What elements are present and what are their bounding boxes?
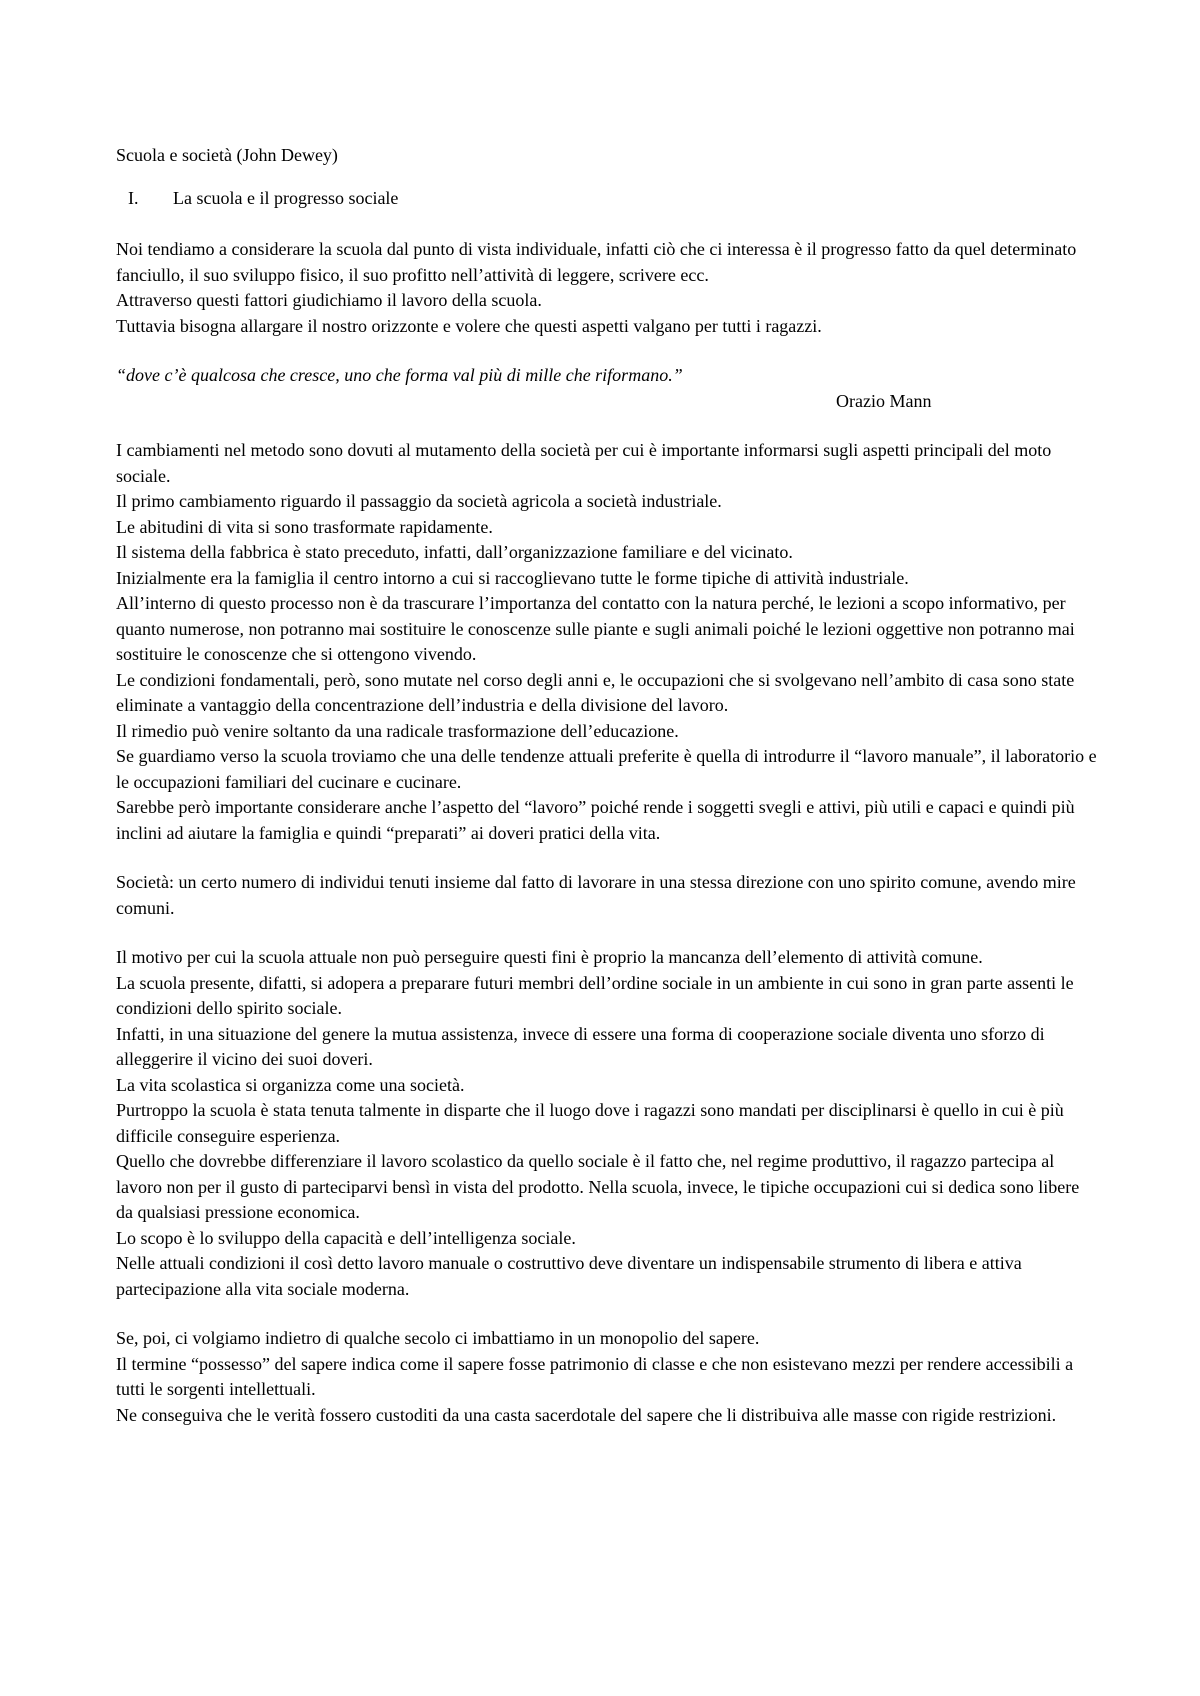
paragraph: Se, poi, ci volgiamo indietro di qualche secolo ci imbattiamo in un monopolio del sapere. [116,1328,760,1348]
section-heading [116,186,1100,212]
definition-paragraph: Società: un certo numero di individui tenuti insieme dal fatto di lavorare in una stessa direzione con uno spirito comune, avendo mire comuni. [116,872,1076,918]
paragraph: Inizialmente era la famiglia il centro intorno a cui si raccoglievano tutte le forme tipiche di attività industriale. [116,567,909,588]
paragraph: Nelle attuali condizioni il così detto lavoro manuale o costruttivo deve diventare un indispensabile strumento di libera e attiva partecipazione alla vita sociale moderna. [116,1253,1022,1299]
quote-text: “dove c’è qualcosa che cresce, uno che forma val più di mille che riformano.” [116,365,683,385]
paragraph: La vita scolastica si organizza come una società. [116,1074,465,1095]
paragraph: Tuttavia bisogna allargare il nostro orizzonte e volere che questi aspetti valgano per tutti i ragazzi. [116,315,822,336]
paragraph: Il sistema della fabbrica è stato preceduto, infatti, dall’organizzazione familiare e del vicinato. [116,542,793,562]
document-title: Scuola e società (John Dewey) [116,145,338,165]
paragraph: I cambiamenti nel metodo sono dovuti al mutamento della società per cui è importante informarsi sugli aspetti principali del moto sociale. [116,440,1052,486]
paragraph: Quello che dovrebbe differenziare il lavoro scolastico da quello sociale è il fatto che, nel regime produttivo, il ragazzo partecipa al lavoro non per il gusto di parteciparvi bensì in vista del prodotto. Nella scuola, invece, le tipiche occupazioni cui si dedica sono libere da qualsiasi pressione economica. [116,1151,1080,1222]
paragraph: La scuola presente, difatti, si adopera a preparare futuri membri dell’ordine sociale in un ambiente in cui sono in gran parte assenti le condizioni dello spirito sociale. [116,972,1074,1018]
paragraph: Il motivo per cui la scuola attuale non può perseguire questi fini è proprio la mancanza dell’elemento di attività comune. [116,947,983,967]
quote-author: Orazio Mann [836,390,932,411]
paragraph: Se guardiamo verso la scuola troviamo che una delle tendenze attuali preferite è quella di introdurre il “lavoro manuale”, il laboratorio e le occupazioni familiari del cucinare e cucinare. [116,746,1097,792]
paragraph: Il termine “possesso” del sapere indica come il sapere fosse patrimonio di classe e che non esistevano mezzi per rendere accessibili a tutti le sorgenti intellettuali. [116,1353,1074,1399]
paragraph-gap [116,414,1100,438]
paragraph: All’interno di questo processo non è da trascurare l’importanza del contatto con la natura perché, le lezioni a scopo informativo, per quanto numerose, non potranno mai sostituire le conoscenze sulle piante e sugli animali poiché le lezioni oggettive non potranno mai sostituire le conoscenze che si ottengono vivendo. [116,593,1075,664]
section-title: La scuola e il progresso sociale [173,187,399,208]
paragraph: Sarebbe però importante considerare anche l’aspetto del “lavoro” poiché rende i soggetti svegli e attivi, più utili e capaci e quindi più inclini ad aiutare la famiglia e quindi “preparati” ai doveri pratici della vita. [116,797,1075,843]
paragraph: Infatti, in una situazione del genere la mutua assistenza, invece di essere una forma di cooperazione sociale diventa uno sforzo di alleggerire il vicino dei suoi doveri. [116,1023,1045,1069]
paragraph: Il primo cambiamento riguardo il passaggio da società agricola a società industriale. [116,491,722,511]
paragraph: Lo scopo è lo sviluppo della capacità e dell’intelligenza sociale. [116,1227,576,1248]
paragraph-gap [116,1302,1100,1326]
paragraph-gap [116,921,1100,945]
section-number: I. [128,187,139,208]
paragraph: Ne conseguiva che le verità fossero custoditi da una casta sacerdotale del sapere che li distribuiva alle masse con rigide restrizioni. [116,1404,1057,1425]
paragraph: Le condizioni fondamentali, però, sono mutate nel corso degli anni e, le occupazioni che si svolgevano nell’ambito di casa sono state eliminate a vantaggio della concentrazione dell’industria e della divisione del lavoro. [116,669,1075,715]
paragraph: Noi tendiamo a considerare la scuola dal punto di vista individuale, infatti ciò che ci interessa è il progresso fatto da quel determinato fanciullo, il suo sviluppo fisico, il suo profitto nell’attività di leggere, scrivere ecc. [116,239,1077,285]
paragraph: Le abitudini di vita si sono trasformate rapidamente. [116,516,493,537]
paragraph: Purtroppo la scuola è stata tenuta talmente in disparte che il luogo dove i ragazzi sono mandati per disciplinarsi è quello in cui è più difficile conseguire esperienza. [116,1100,1064,1146]
paragraph: Attraverso questi fattori giudichiamo il lavoro della scuola. [116,290,542,310]
paragraph-gap [116,339,1100,363]
paragraph-gap [116,846,1100,870]
paragraph: Il rimedio può venire soltanto da una radicale trasformazione dell’educazione. [116,720,679,741]
